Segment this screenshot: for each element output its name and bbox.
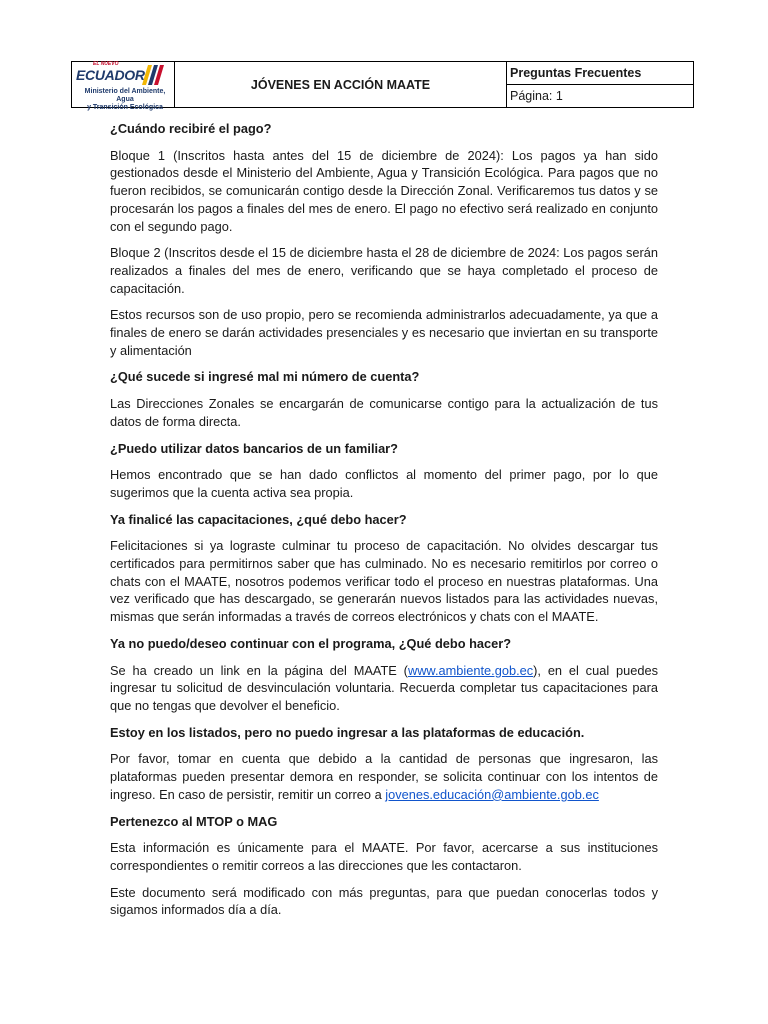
faq-question: Ya no puedo/deseo continuar con el programa, ¿Qué debo hacer?: [110, 635, 512, 651]
faq-answer: Las Direcciones Zonales se encargarán de comunicarse contigo para la actualización de tus datos de forma directa.: [110, 396, 658, 429]
faq-answer: Por favor, tomar en cuenta que debido a la cantidad de personas que ingresaron, las plataformas pueden presentar demora en responder, se solicita continuar con los intentos de ingreso. En caso de persistir, remitir un correo a jovenes.educación@ambiente.gob.ec: [110, 751, 658, 802]
logo-tagline: EL NUEVO: [93, 61, 119, 67]
header-meta: [507, 62, 693, 107]
faq-answer: Estos recursos son de uso propio, pero se recomienda administrarlos adecuadamente, ya que a finales de enero se darán actividades presenciales y es necesario que inviertan en su transporte y alimentación: [110, 307, 658, 358]
faq-link[interactable]: jovenes.educación@ambiente.gob.ec: [385, 786, 599, 802]
faq-question: ¿Puedo utilizar datos bancarios de un familiar?: [110, 440, 398, 456]
faq-link[interactable]: www.ambiente.gob.ec: [407, 662, 534, 678]
faq-question: Pertenezco al MTOP o MAG: [110, 813, 278, 829]
faq-question: Ya finalicé las capacitaciones, ¿qué debo hacer?: [110, 511, 407, 527]
faq-question: ¿Qué sucede si ingresé mal mi número de cuenta?: [110, 369, 420, 385]
faq-body: [110, 120, 658, 928]
flag-stripes-icon: [142, 65, 166, 85]
logo-ministry-name: Ministerio del Ambiente, Agua y Transición Ecológica: [84, 88, 166, 111]
document-title: JÓVENES EN ACCIÓN MAATE: [175, 62, 507, 107]
page-number: Página: 1: [510, 89, 563, 103]
faq-answer: Se ha creado un link en la página del MAATE (www.ambiente.gob.ec), en el cual puedes ingresar tu solicitud de desvinculación voluntaria. Recuerda completar tus capacitaciones para que no tengas que devolver el beneficio.: [110, 662, 658, 713]
logo-wordmark: ECUADOR: [76, 67, 145, 83]
faq-answer: Esta información es únicamente para el MAATE. Por favor, acercarse a sus instituciones correspondientes o remitir correos a las direcciones que les contactaron.: [110, 840, 658, 873]
document-type: Preguntas Frecuentes: [507, 62, 693, 85]
faq-answer: Felicitaciones si ya lograste culminar tu proceso de capacitación. No olvides descargar tus certificados para permitirnos saber que has culminado. No es necesario remitirlos por correo o chats con el MAATE, nosotros podemos verificar todo el proceso en nuestras plataformas. Una vez verificado que has descargado, se generarán nuevos listados para las actividades nuevas, mismas que serán informadas a través de correos electrónicos y chats con el MAATE.: [110, 538, 658, 625]
document-header-table: [71, 61, 694, 111]
faq-question: Estoy en los listados, pero no puedo ingresar a las plataformas de educación.: [110, 724, 585, 740]
faq-answer: Hemos encontrado que se han dado conflictos al momento del primer pago, por lo que sugerimos que la cuenta activa sea propia.: [110, 467, 658, 500]
ministry-logo: [72, 61, 175, 111]
faq-answer: Bloque 2 (Inscritos desde el 15 de diciembre hasta el 28 de diciembre de 2024: Los pagos serán realizados a finales del mes de enero, verificando que se haya completado el proceso de capacitación.: [110, 245, 658, 296]
faq-answer: Bloque 1 (Inscritos hasta antes del 15 de diciembre de 2024): Los pagos ya han sido gestionados desde el Ministerio del Ambiente, Agua y Transición Ecológica. Para pagos que no fueron recibidos, se comunicarán contigo desde la Dirección Zonal. Verificaremos tus datos y se procesarán los pagos a finales del mes de enero. El pago no efectivo será realizado en conjunto con el segundo pago.: [110, 147, 658, 234]
faq-question: ¿Cuándo recibiré el pago?: [110, 121, 272, 136]
faq-answer: Este documento será modificado con más preguntas, para que puedan conocerlas todos y sigamos informados día a día.: [110, 884, 658, 918]
